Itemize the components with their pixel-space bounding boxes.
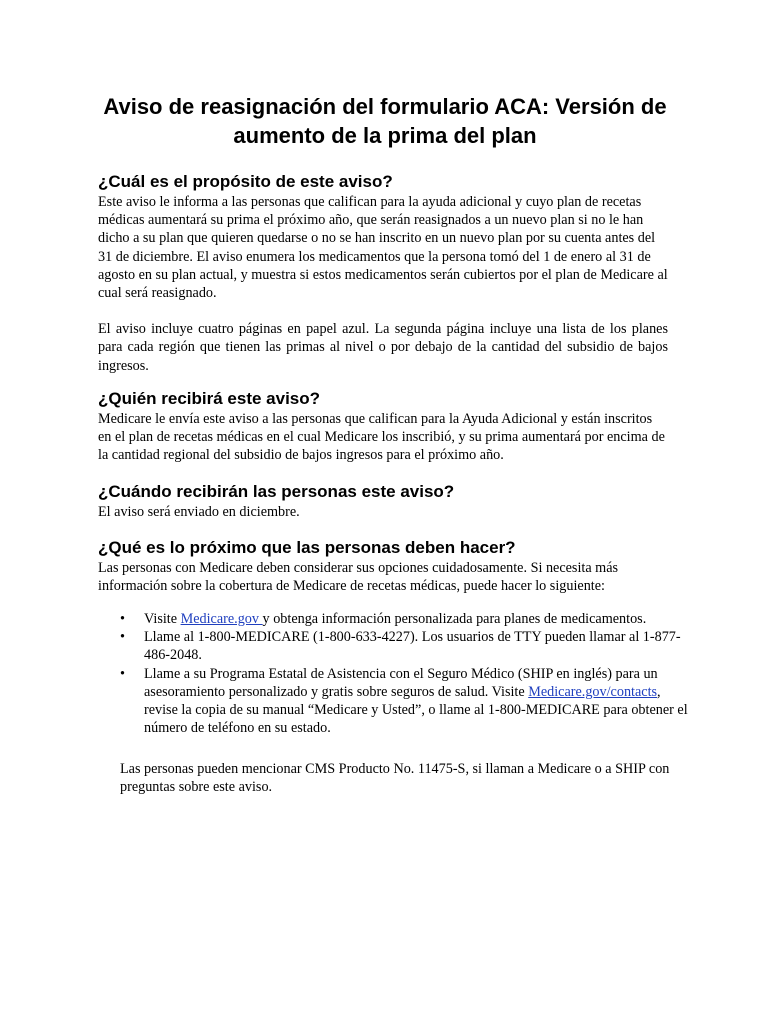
medicare-gov-link[interactable]: Medicare.gov: [180, 611, 263, 627]
next-steps-paragraph: Las personas con Medicare deben considerar sus opciones cuidadosamente. Si necesita más información sobre la cobertura de Medicare de recetas médicas, puede hacer lo siguiente:: [98, 560, 619, 595]
section-heading-who: ¿Quién recibirá este aviso?: [98, 389, 321, 408]
list-item-text: y obtenga información personalizada para planes de medicamentos.: [262, 611, 647, 627]
list-item: [98, 665, 688, 738]
list-item: [98, 610, 688, 628]
closing-paragraph: Las personas pueden mencionar CMS Producto No. 11475-S, si llaman a Medicare o a SHIP con preguntas sobre este aviso.: [120, 761, 670, 796]
list-item-text: , revise la copia de su manual “Medicare y Usted”, o llame al 1-800-MEDICARE para obtener el número de teléfono en su estado.: [144, 683, 688, 737]
options-list: [98, 610, 688, 737]
list-item-text: Visite: [144, 611, 181, 627]
document-title: Aviso de reasignación del formulario ACA: Versión de aumento de la prima del plan: [103, 94, 667, 148]
bullet-icon: •: [120, 611, 125, 627]
medicare-contacts-link[interactable]: Medicare.gov/contacts: [528, 683, 658, 700]
section-heading-when: ¿Cuándo recibirán las personas este aviso?: [98, 482, 455, 501]
section-who: [98, 389, 668, 465]
list-item-text: Llame a su Programa Estatal de Asistencia con el Seguro Médico (SHIP en inglés) para un asesoramiento personalizado y gratis sobre seguros de salud. Visite: [144, 665, 658, 700]
section-next-steps: [98, 538, 668, 595]
bullet-icon: •: [120, 629, 125, 646]
section-heading-purpose: ¿Cuál es el propósito de este aviso?: [98, 172, 393, 191]
when-paragraph: El aviso será enviado en diciembre.: [98, 504, 300, 520]
purpose-paragraph-1: Este aviso le informa a las personas que califican para la ayuda adicional y cuyo plan de recetas médicas aumentará su prima el próximo año, que serán reasignados a un nuevo plan si no le han dicho a su plan que quieren quedarse o no se han inscrito en un nuevo plan por su cuenta antes del 31 de diciembre. El aviso enumera los medicamentos que la persona tomó del 1 de enero al 31 de agosto en su plan actual, y muestra si estos medicamentos serán cubiertos por el plan de Medicare al cual será reasignado.: [98, 194, 668, 302]
section-purpose: [98, 172, 668, 375]
section-heading-next-steps: ¿Qué es lo próximo que las personas deben hacer?: [98, 538, 516, 557]
list-item: [98, 628, 688, 664]
who-paragraph: Medicare le envía este aviso a las personas que califican para la Ayuda Adicional y están inscritos en el plan de recetas médicas en el cual Medicare los inscribió, y su prima aumentará por encima de la cantidad regional del subsidio de bajos ingresos para el próximo año.: [98, 411, 665, 464]
bullet-icon: •: [120, 665, 125, 682]
section-when: [98, 482, 668, 521]
purpose-paragraph-2: El aviso incluye cuatro páginas en papel azul. La segunda página incluye una lista de los planes para cada región que tienen las primas al nivel o por debajo de la cantidad del subsidio de bajos ingresos.: [98, 321, 668, 374]
list-item-text: Llame al 1-800-MEDICARE (1-800-633-4227). Los usuarios de TTY pueden llamar al 1-877-486-2048.: [144, 629, 681, 664]
